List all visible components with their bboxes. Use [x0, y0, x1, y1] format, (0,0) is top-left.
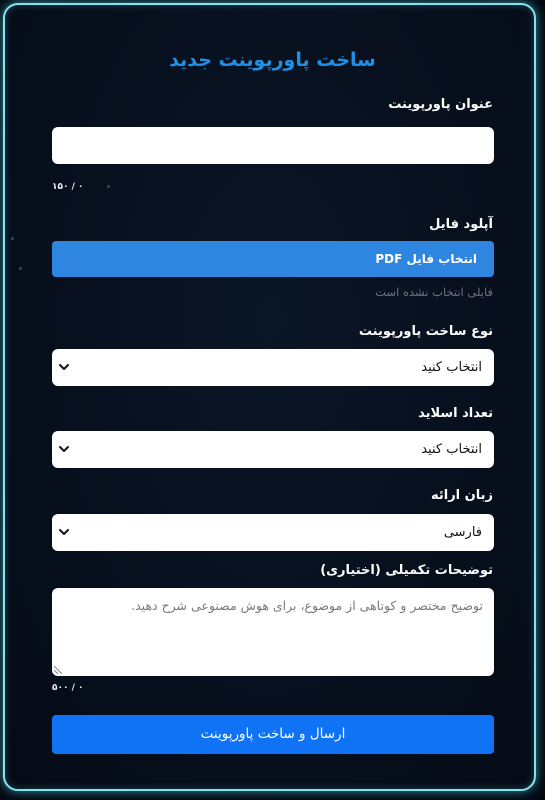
slide-count-selected: انتخاب کنید — [421, 442, 482, 457]
language-select[interactable] — [52, 514, 494, 551]
chevron-down-icon — [58, 361, 70, 373]
decorative-dot — [19, 267, 22, 270]
description-label: توضیحات تکمیلی (اختیاری) — [320, 563, 493, 578]
decorative-dot — [107, 185, 110, 188]
submit-button[interactable]: ارسال و ساخت پاورپوینت — [52, 715, 494, 754]
choose-pdf-button[interactable]: انتخاب فایل PDF — [52, 241, 494, 277]
creation-type-select[interactable] — [52, 349, 494, 386]
creation-type-label: نوع ساخت پاورپوینت — [358, 324, 493, 339]
title-field-label: عنوان پاورپوینت — [388, 97, 493, 112]
language-label: زبان ارائه — [430, 488, 493, 503]
slide-count-select[interactable] — [52, 431, 494, 468]
chevron-down-icon — [58, 443, 70, 455]
creation-type-selected: انتخاب کنید — [421, 360, 482, 375]
decorative-dot — [11, 237, 14, 240]
description-placeholder: توضیح مختصر و کوتاهی از موضوع، برای هوش مصنوعی شرح دهید. — [131, 598, 483, 613]
resize-grip-icon[interactable] — [54, 666, 62, 674]
description-textarea[interactable] — [52, 588, 494, 676]
language-selected: فارسی — [443, 525, 482, 540]
file-status-text: فایلی انتخاب نشده است — [375, 285, 493, 299]
chevron-down-icon — [58, 526, 70, 538]
slide-count-label: تعداد اسلاید — [418, 406, 493, 421]
description-char-counter: ۵۰۰ / ۰ — [52, 683, 84, 693]
file-upload-label: آپلود فایل — [429, 217, 493, 232]
presentation-title-input[interactable] — [52, 127, 494, 164]
title-char-counter: ۱۵۰ / ۰ — [52, 182, 84, 192]
page-title: ساخت پاورپوینت جدید — [169, 49, 376, 71]
